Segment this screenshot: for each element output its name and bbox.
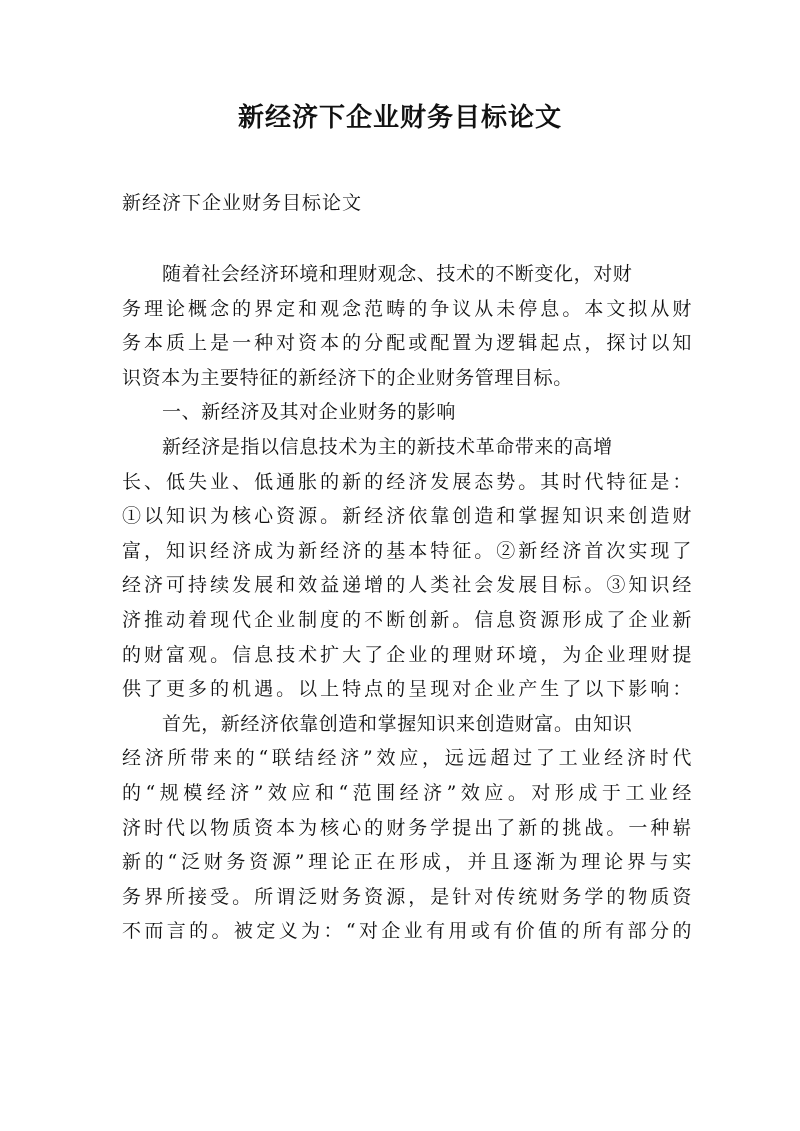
text-line: 务理论概念的界定和观念范畴的争议从未停息。本文拟从财 <box>122 297 692 320</box>
text-line: 首先，新经济依靠创造和掌握知识来创造财富。由知识 <box>162 712 633 735</box>
text-line: 不而言的。被定义为：“对企业有用或有价值的所有部分的 <box>122 920 692 943</box>
text-line: 经济可持续发展和效益递增的人类社会发展目标。③知识经 <box>122 574 692 597</box>
text-line: 济时代以物质资本为核心的财务学提出了新的挑战。一种崭 <box>122 816 692 839</box>
document-body <box>122 257 692 949</box>
section-heading: 一、新经济及其对企业财务的影响 <box>162 401 457 424</box>
text-line: 务本质上是一种对资本的分配或配置为逻辑起点，探讨以知 <box>122 332 692 355</box>
text-line: 的“规模经济”效应和“范围经济”效应。对形成于工业经 <box>122 781 692 804</box>
document-subtitle: 新经济下企业财务目标论文 <box>122 192 363 214</box>
text-line: 的财富观。信息技术扩大了企业的理财环境，为企业理财提 <box>122 643 692 666</box>
text-line: 长、低失业、低通胀的新的经济发展态势。其时代特征是： <box>122 470 692 493</box>
text-line: 济推动着现代企业制度的不断创新。信息资源形成了企业新 <box>122 608 692 631</box>
text-line: 富，知识经济成为新经济的基本特征。②新经济首次实现了 <box>122 539 692 562</box>
text-line: 识资本为主要特征的新经济下的企业财务管理目标。 <box>122 366 573 389</box>
text-line: ①以知识为核心资源。新经济依靠创造和掌握知识来创造财 <box>122 505 692 528</box>
text-line: 务界所接受。所谓泛财务资源，是针对传统财务学的物质资 <box>122 885 692 908</box>
text-line: 新的“泛财务资源”理论正在形成，并且逐渐为理论界与实 <box>122 851 692 874</box>
text-line: 经济所带来的“联结经济”效应，远远超过了工业经济时代 <box>122 747 692 770</box>
text-line: 新经济是指以信息技术为主的新技术革命带来的高增 <box>162 435 613 458</box>
text-line: 供了更多的机遇。以上特点的呈现对企业产生了以下影响： <box>122 678 692 701</box>
text-line: 随着社会经济环境和理财观念、技术的不断变化，对财 <box>162 263 633 285</box>
document-title: 新经济下企业财务目标论文 <box>237 103 562 133</box>
